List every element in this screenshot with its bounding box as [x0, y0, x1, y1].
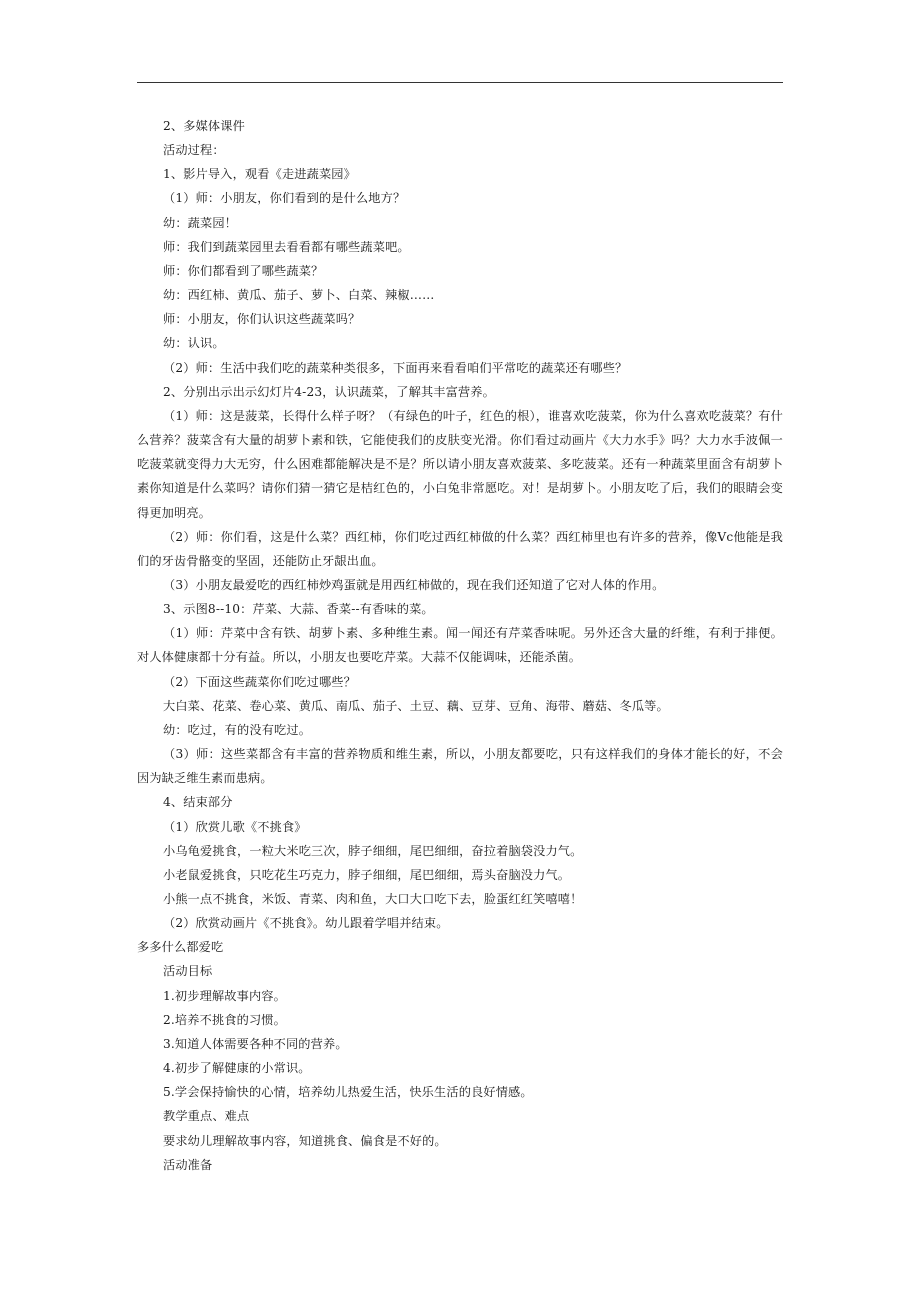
paragraph: （3）师：这些菜都含有丰富的营养物质和维生素，所以，小朋友都要吃，只有这样我们的身体才能长的好，不会因为缺乏维生素而患病。	[137, 747, 783, 786]
header-rule	[137, 82, 783, 83]
song-line: 小老鼠爱挑食，只吃花生巧克力，脖子细细，尾巴细细，焉头奋脑没力气。	[163, 867, 571, 882]
paragraph: 幼：蔬菜园！	[163, 215, 238, 230]
goal-item: 5.学会保持愉快的心情，培养幼儿热爱生活，快乐生活的良好情感。	[163, 1085, 533, 1100]
paragraph: （2）欣赏动画片《不挑食》。幼儿跟着学唱并结束。	[163, 916, 449, 931]
paragraph: 幼：认识。	[163, 336, 225, 351]
paragraph: 要求幼儿理解故事内容，知道挑食、偏食是不好的。	[163, 1133, 447, 1148]
paragraph: 1、影片导入，观看《走进蔬菜园》	[163, 167, 356, 182]
paragraph: 幼：吃过，有的没有吃过。	[163, 722, 312, 737]
paragraph: （2）师：生活中我们吃的蔬菜种类很多，下面再来看看咱们平常吃的蔬菜还有哪些？	[163, 360, 628, 375]
paragraph: （3）小朋友最爱吃的西红柿炒鸡蛋就是用西红柿做的，现在我们还知道了它对人体的作用。	[163, 577, 665, 592]
section-heading: 活动目标	[163, 964, 213, 979]
goal-item: 1.初步理解故事内容。	[163, 988, 286, 1003]
paragraph: （1）欣赏儿歌《不挑食》	[163, 819, 307, 834]
paragraph: （2）下面这些蔬菜你们吃过哪些？	[163, 674, 356, 689]
paragraph: 师：我们到蔬菜园里去看看都有哪些蔬菜吧。	[163, 239, 410, 254]
song-line: 小乌龟爱挑食，一粒大米吃三次，脖子细细，尾巴细细，奋拉着脑袋没力气。	[163, 843, 583, 858]
goal-item: 3.知道人体需要各种不同的营养。	[163, 1036, 348, 1051]
paragraph: 幼：西红柿、黄瓜、茄子、萝卜、白菜、辣椒……	[163, 288, 435, 303]
goal-item: 2.培养不挑食的习惯。	[163, 1012, 286, 1027]
paragraph: （1）师：芹菜中含有铁、胡萝卜素、多种维生素。闻一闻还有芹菜香味呢。另外还含大量的纤维，有利于排便。对人体健康都十分有益。所以，小朋友也要吃芹菜。大蒜不仅能调味，还能杀菌。	[137, 626, 783, 665]
paragraph: 2、多媒体课件	[163, 119, 245, 133]
section-heading: 活动准备	[163, 1157, 213, 1172]
paragraph: 大白菜、花菜、卷心菜、黄瓜、南瓜、茄子、土豆、藕、豆芽、豆角、海带、蘑菇、冬瓜等。	[163, 698, 669, 713]
document-body	[137, 114, 783, 1177]
paragraph: （1）师：这是菠菜，长得什么样子呀？（有绿色的叶子，红色的根），谁喜欢吃菠菜，你为什么喜欢吃菠菜？有什么营养？菠菜含有大量的胡萝卜素和铁，它能使我们的皮肤变光滑。你们看过动画片《大力水手》吗？大力水手波佩一吃菠菜就变得力大无穷，什么困难都能解决是不是？所以请小朋友喜欢菠菜、多吃菠菜。还有一种蔬菜里面含有胡萝卜素你知道是什么菜吗？请你们猜一猜它是桔红色的，小白兔非常愿吃。对！是胡萝卜。小朋友吃了后，我们的眼睛会变得更加明亮。	[137, 408, 783, 520]
section-heading: 教学重点、难点	[163, 1109, 250, 1124]
paragraph: 师：你们都看到了哪些蔬菜？	[163, 263, 324, 278]
paragraph: （2）师：你们看，这是什么菜？西红柿，你们吃过西红柿做的什么菜？西红柿里也有许多的营养，像Vc他能是我们的牙齿骨骼变的坚固，还能防止牙龈出血。	[137, 529, 783, 568]
section-heading: 4、结束部分	[163, 795, 233, 810]
paragraph: （1）师：小朋友，你们看到的是什么地方？	[163, 191, 406, 206]
goal-item: 4.初步了解健康的小常识。	[163, 1061, 311, 1076]
paragraph: 师：小朋友，你们认识这些蔬菜吗？	[163, 312, 361, 327]
paragraph: 活动过程：	[163, 143, 225, 158]
song-line: 小熊一点不挑食，米饭、青菜、肉和鱼，大口大口吃下去，脸蛋红红笑嘻嘻！	[163, 892, 583, 906]
lesson-title: 多多什么都爱吃	[137, 940, 224, 955]
paragraph: 3、示图8--10：芹菜、大蒜、香菜--有香味的菜。	[163, 602, 434, 617]
paragraph: 2、分别出示出示幻灯片4-23，认识蔬菜，了解其丰富营养。	[163, 384, 495, 399]
